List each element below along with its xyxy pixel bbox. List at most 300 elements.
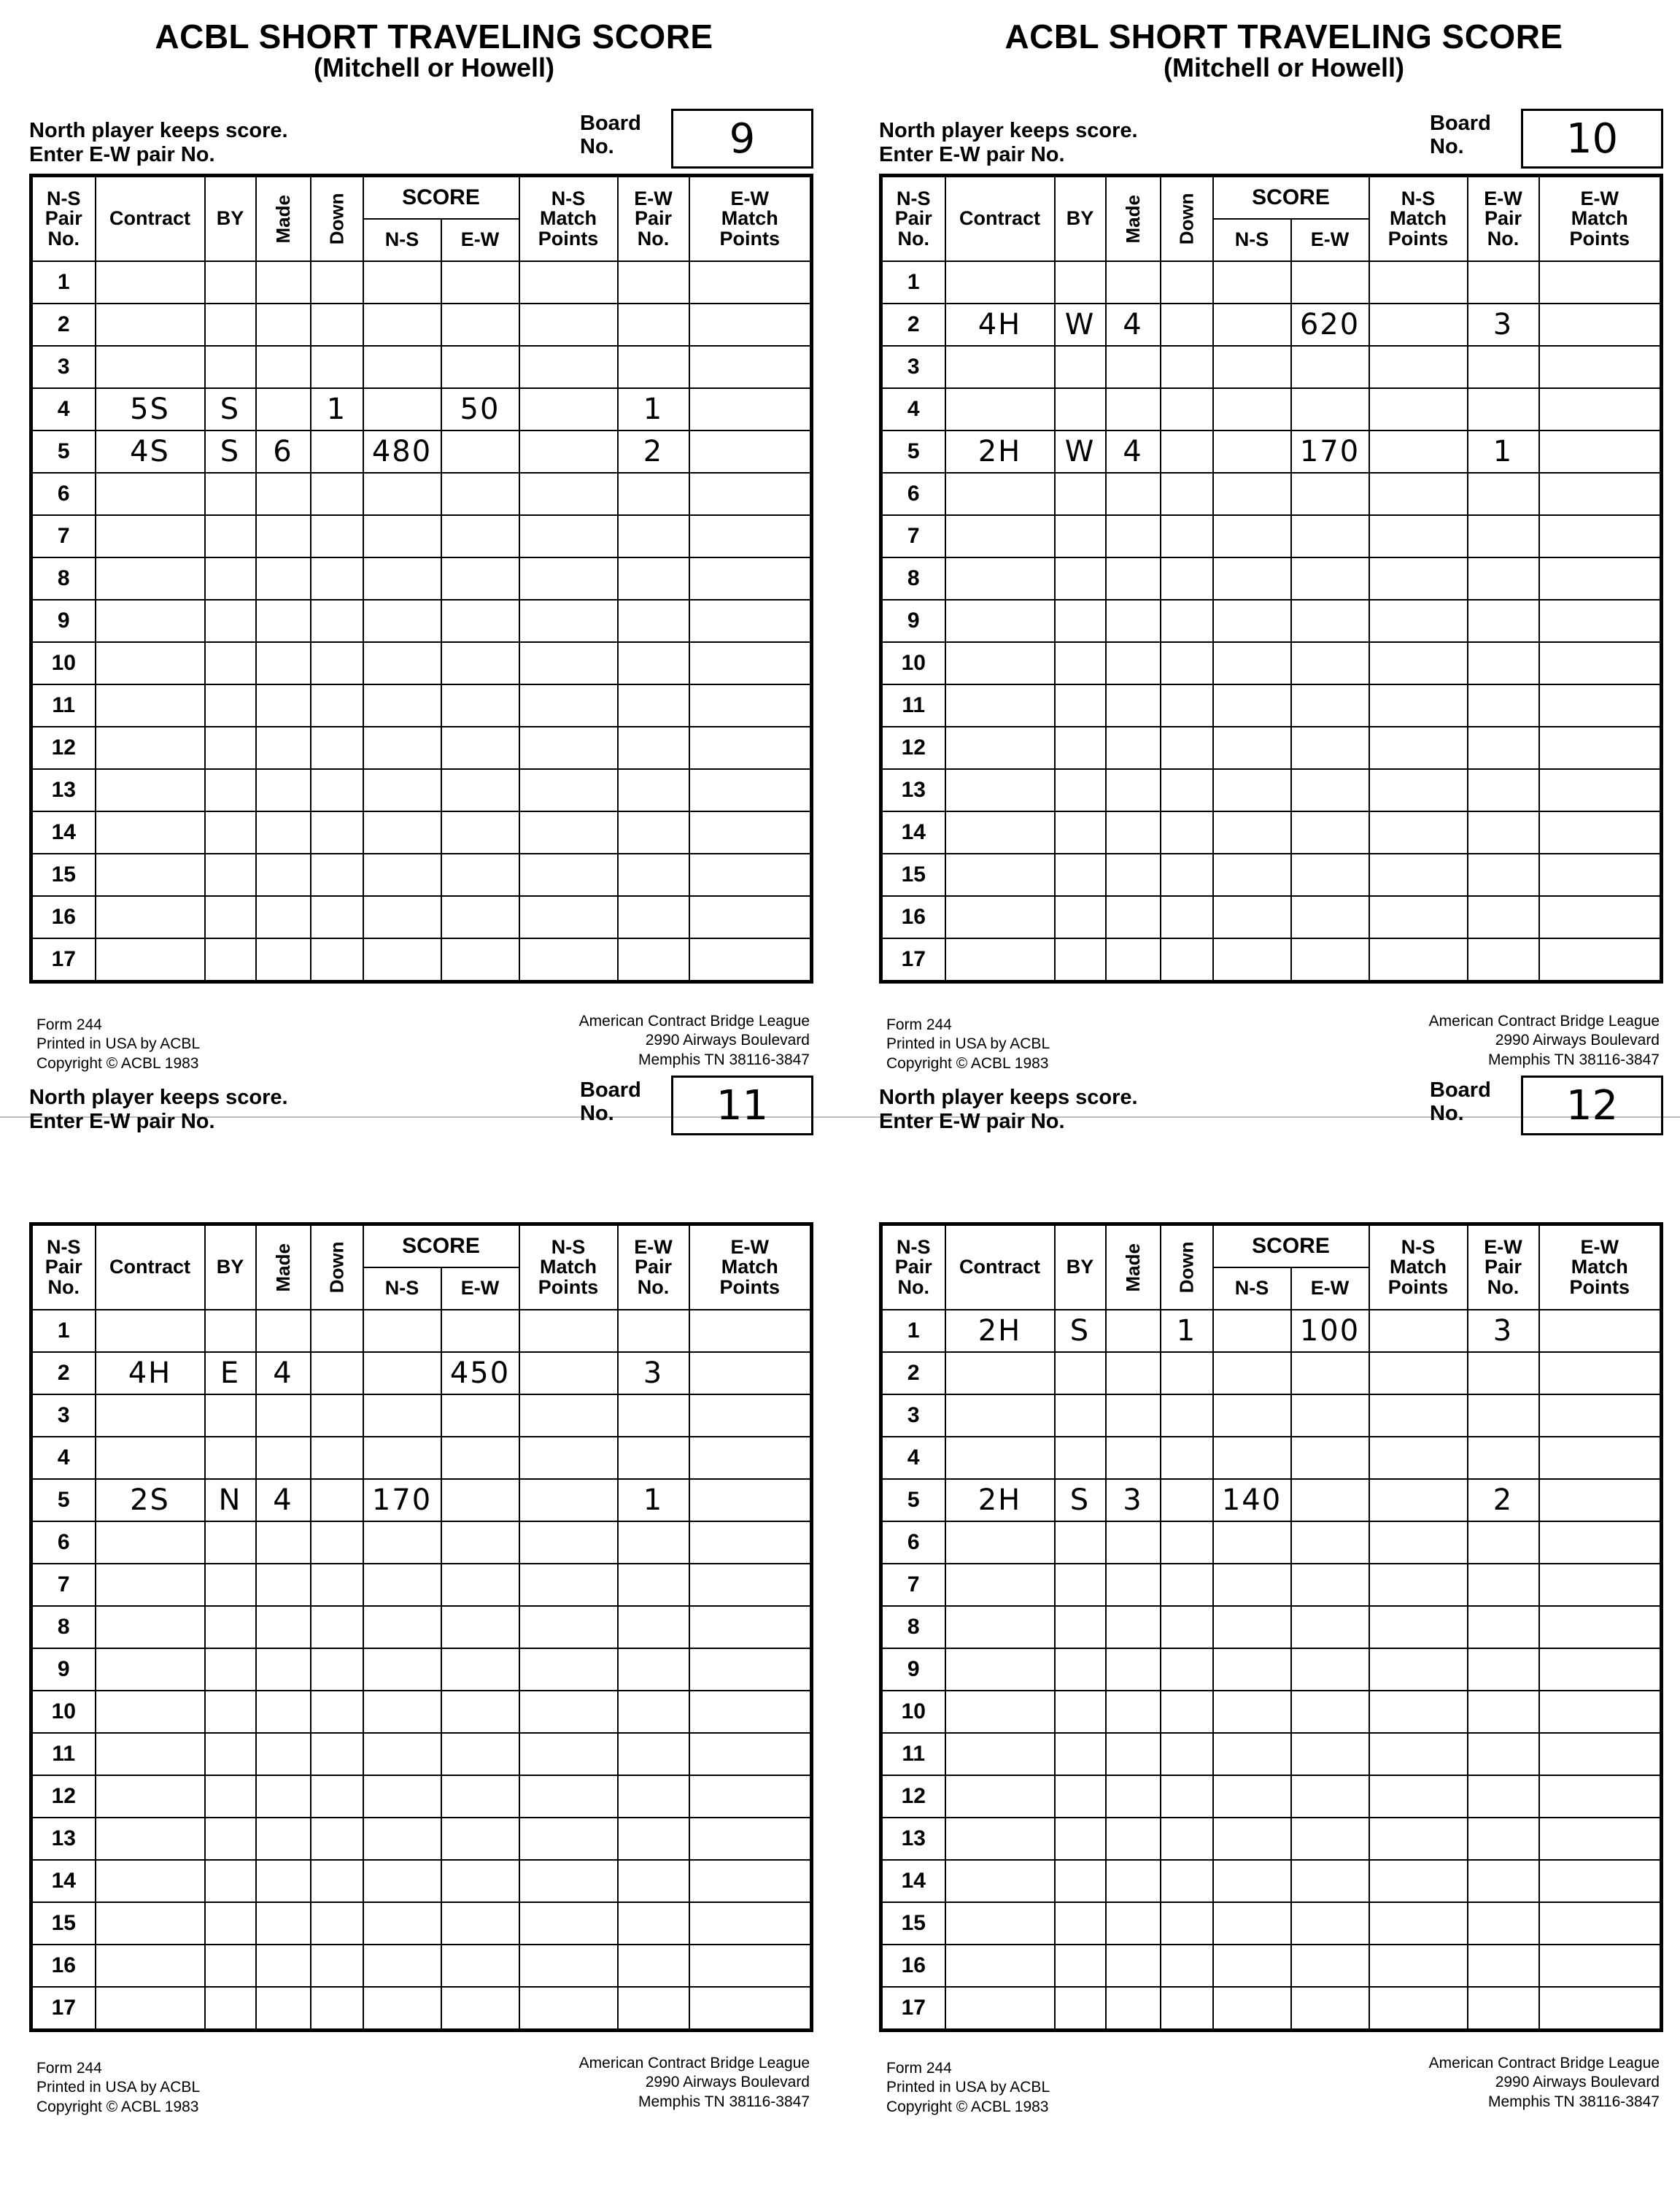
declarer-cell[interactable] — [1055, 769, 1106, 811]
ns-score-cell[interactable] — [363, 854, 441, 896]
ew-score-cell[interactable] — [1291, 684, 1369, 727]
ew-matchpoints-cell[interactable] — [1539, 557, 1662, 600]
tricks-made-cell[interactable] — [256, 1691, 311, 1733]
ns-matchpoints-cell[interactable] — [1369, 1394, 1468, 1437]
contract-cell[interactable] — [96, 938, 205, 982]
ns-matchpoints-cell[interactable] — [519, 261, 618, 304]
tricks-made-cell[interactable] — [256, 854, 311, 896]
ew-score-cell[interactable] — [1291, 473, 1369, 515]
ew-score-cell[interactable] — [441, 684, 519, 727]
ew-pair-cell[interactable]: 3 — [1468, 1310, 1539, 1352]
declarer-cell[interactable] — [205, 1987, 256, 2031]
ew-score-cell[interactable] — [1291, 1437, 1369, 1479]
declarer-cell[interactable] — [205, 1521, 256, 1564]
ns-score-cell[interactable] — [1213, 1987, 1291, 2031]
tricks-made-cell[interactable] — [1106, 854, 1161, 896]
ew-matchpoints-cell[interactable] — [689, 1437, 812, 1479]
contract-cell[interactable] — [945, 684, 1055, 727]
ns-matchpoints-cell[interactable] — [1369, 727, 1468, 769]
ns-matchpoints-cell[interactable] — [519, 1987, 618, 2031]
ew-matchpoints-cell[interactable] — [1539, 1394, 1662, 1437]
ew-score-cell[interactable] — [441, 304, 519, 346]
tricks-made-cell[interactable] — [256, 938, 311, 982]
tricks-down-cell[interactable] — [1161, 600, 1213, 642]
tricks-made-cell[interactable] — [1106, 600, 1161, 642]
contract-cell[interactable] — [945, 1394, 1055, 1437]
ns-score-cell[interactable] — [1213, 1394, 1291, 1437]
ew-score-cell[interactable] — [1291, 811, 1369, 854]
contract-cell[interactable] — [945, 1352, 1055, 1394]
tricks-made-cell[interactable] — [256, 684, 311, 727]
ns-matchpoints-cell[interactable] — [1369, 1733, 1468, 1775]
ew-matchpoints-cell[interactable] — [689, 1394, 812, 1437]
ew-pair-cell[interactable] — [1468, 1648, 1539, 1691]
declarer-cell[interactable] — [205, 304, 256, 346]
declarer-cell[interactable] — [1055, 1606, 1106, 1648]
ew-matchpoints-cell[interactable] — [689, 346, 812, 388]
ns-matchpoints-cell[interactable] — [519, 938, 618, 982]
ns-score-cell[interactable] — [1213, 1902, 1291, 1945]
ns-matchpoints-cell[interactable] — [519, 557, 618, 600]
declarer-cell[interactable] — [205, 1394, 256, 1437]
ew-pair-cell[interactable] — [618, 346, 689, 388]
ns-matchpoints-cell[interactable] — [1369, 600, 1468, 642]
declarer-cell[interactable] — [205, 1691, 256, 1733]
ew-matchpoints-cell[interactable] — [1539, 1606, 1662, 1648]
declarer-cell[interactable]: S — [1055, 1310, 1106, 1352]
ew-score-cell[interactable] — [1291, 515, 1369, 557]
ns-score-cell[interactable] — [1213, 600, 1291, 642]
ns-score-cell[interactable] — [363, 557, 441, 600]
declarer-cell[interactable] — [205, 515, 256, 557]
ns-matchpoints-cell[interactable] — [519, 600, 618, 642]
ns-score-cell[interactable] — [1213, 473, 1291, 515]
contract-cell[interactable] — [945, 600, 1055, 642]
ew-score-cell[interactable] — [1291, 1564, 1369, 1606]
ew-pair-cell[interactable] — [1468, 684, 1539, 727]
contract-cell[interactable] — [96, 304, 205, 346]
ew-matchpoints-cell[interactable] — [689, 642, 812, 684]
ew-pair-cell[interactable] — [1468, 557, 1539, 600]
declarer-cell[interactable] — [1055, 1902, 1106, 1945]
declarer-cell[interactable] — [205, 727, 256, 769]
tricks-down-cell[interactable] — [1161, 1352, 1213, 1394]
ew-score-cell[interactable] — [441, 473, 519, 515]
ew-score-cell[interactable] — [1291, 1945, 1369, 1987]
ew-score-cell[interactable] — [1291, 1733, 1369, 1775]
contract-cell[interactable] — [96, 1902, 205, 1945]
contract-cell[interactable] — [945, 557, 1055, 600]
ew-pair-cell[interactable] — [1468, 1606, 1539, 1648]
ns-matchpoints-cell[interactable] — [1369, 1987, 1468, 2031]
tricks-down-cell[interactable] — [311, 515, 363, 557]
tricks-down-cell[interactable] — [311, 896, 363, 938]
tricks-made-cell[interactable] — [256, 1310, 311, 1352]
ns-score-cell[interactable] — [1213, 557, 1291, 600]
tricks-made-cell[interactable] — [1106, 896, 1161, 938]
ns-score-cell[interactable] — [363, 515, 441, 557]
declarer-cell[interactable] — [1055, 854, 1106, 896]
ns-score-cell[interactable] — [1213, 346, 1291, 388]
contract-cell[interactable] — [96, 1310, 205, 1352]
ew-matchpoints-cell[interactable] — [1539, 896, 1662, 938]
tricks-down-cell[interactable] — [311, 557, 363, 600]
tricks-made-cell[interactable] — [1106, 515, 1161, 557]
tricks-made-cell[interactable] — [1106, 346, 1161, 388]
ew-score-cell[interactable] — [1291, 557, 1369, 600]
ew-pair-cell[interactable] — [618, 1902, 689, 1945]
declarer-cell[interactable] — [205, 1606, 256, 1648]
tricks-down-cell[interactable] — [311, 1437, 363, 1479]
tricks-down-cell[interactable] — [311, 473, 363, 515]
ns-score-cell[interactable] — [1213, 388, 1291, 430]
declarer-cell[interactable] — [1055, 1521, 1106, 1564]
ns-matchpoints-cell[interactable] — [519, 1606, 618, 1648]
ew-pair-cell[interactable] — [1468, 1733, 1539, 1775]
tricks-down-cell[interactable] — [1161, 515, 1213, 557]
ns-matchpoints-cell[interactable] — [1369, 473, 1468, 515]
ns-score-cell[interactable]: 170 — [363, 1479, 441, 1521]
ew-pair-cell[interactable] — [1468, 1691, 1539, 1733]
ns-score-cell[interactable] — [1213, 1521, 1291, 1564]
ew-matchpoints-cell[interactable] — [1539, 854, 1662, 896]
ew-score-cell[interactable] — [1291, 1860, 1369, 1902]
ew-matchpoints-cell[interactable] — [689, 684, 812, 727]
declarer-cell[interactable] — [1055, 896, 1106, 938]
ew-pair-cell[interactable] — [618, 642, 689, 684]
ew-matchpoints-cell[interactable] — [1539, 1479, 1662, 1521]
contract-cell[interactable] — [945, 1437, 1055, 1479]
contract-cell[interactable] — [945, 642, 1055, 684]
ns-matchpoints-cell[interactable] — [519, 1691, 618, 1733]
ns-score-cell[interactable]: 140 — [1213, 1479, 1291, 1521]
tricks-down-cell[interactable] — [311, 1775, 363, 1818]
contract-cell[interactable] — [945, 1564, 1055, 1606]
declarer-cell[interactable] — [205, 346, 256, 388]
declarer-cell[interactable] — [1055, 557, 1106, 600]
ew-matchpoints-cell[interactable] — [1539, 515, 1662, 557]
tricks-down-cell[interactable] — [1161, 896, 1213, 938]
tricks-made-cell[interactable]: 4 — [256, 1479, 311, 1521]
declarer-cell[interactable] — [205, 1648, 256, 1691]
contract-cell[interactable] — [96, 1818, 205, 1860]
ew-pair-cell[interactable]: 3 — [618, 1352, 689, 1394]
tricks-down-cell[interactable] — [1161, 642, 1213, 684]
ns-score-cell[interactable]: 480 — [363, 430, 441, 473]
ns-score-cell[interactable] — [363, 304, 441, 346]
tricks-made-cell[interactable] — [256, 515, 311, 557]
contract-cell[interactable]: 2H — [945, 1310, 1055, 1352]
tricks-made-cell[interactable] — [256, 261, 311, 304]
declarer-cell[interactable] — [1055, 1733, 1106, 1775]
contract-cell[interactable] — [96, 1394, 205, 1437]
ew-score-cell[interactable] — [441, 938, 519, 982]
contract-cell[interactable] — [945, 769, 1055, 811]
ns-score-cell[interactable] — [1213, 1691, 1291, 1733]
ew-pair-cell[interactable] — [1468, 896, 1539, 938]
ew-pair-cell[interactable] — [1468, 1352, 1539, 1394]
tricks-down-cell[interactable] — [311, 1648, 363, 1691]
tricks-made-cell[interactable] — [256, 1606, 311, 1648]
declarer-cell[interactable] — [1055, 642, 1106, 684]
tricks-down-cell[interactable] — [311, 1394, 363, 1437]
ns-matchpoints-cell[interactable] — [519, 1564, 618, 1606]
ew-matchpoints-cell[interactable] — [1539, 261, 1662, 304]
ew-pair-cell[interactable] — [618, 1860, 689, 1902]
tricks-down-cell[interactable] — [1161, 1606, 1213, 1648]
tricks-down-cell[interactable] — [1161, 1394, 1213, 1437]
ew-matchpoints-cell[interactable] — [1539, 1902, 1662, 1945]
tricks-made-cell[interactable] — [256, 896, 311, 938]
ew-pair-cell[interactable] — [1468, 1394, 1539, 1437]
declarer-cell[interactable] — [1055, 1437, 1106, 1479]
contract-cell[interactable]: 5S — [96, 388, 205, 430]
ew-score-cell[interactable]: 100 — [1291, 1310, 1369, 1352]
ew-matchpoints-cell[interactable] — [1539, 1733, 1662, 1775]
ns-matchpoints-cell[interactable] — [519, 430, 618, 473]
ew-pair-cell[interactable] — [1468, 811, 1539, 854]
ew-matchpoints-cell[interactable] — [689, 430, 812, 473]
ns-matchpoints-cell[interactable] — [519, 1521, 618, 1564]
tricks-made-cell[interactable] — [256, 1945, 311, 1987]
ew-score-cell[interactable]: 50 — [441, 388, 519, 430]
ns-matchpoints-cell[interactable] — [1369, 896, 1468, 938]
contract-cell[interactable] — [96, 1987, 205, 2031]
contract-cell[interactable] — [945, 1818, 1055, 1860]
contract-cell[interactable] — [96, 642, 205, 684]
tricks-down-cell[interactable] — [1161, 769, 1213, 811]
ew-pair-cell[interactable]: 1 — [618, 388, 689, 430]
ew-pair-cell[interactable] — [618, 1394, 689, 1437]
ns-score-cell[interactable] — [363, 600, 441, 642]
ns-matchpoints-cell[interactable] — [519, 811, 618, 854]
declarer-cell[interactable] — [205, 1902, 256, 1945]
ew-score-cell[interactable] — [1291, 346, 1369, 388]
tricks-down-cell[interactable] — [311, 854, 363, 896]
ns-matchpoints-cell[interactable] — [519, 1648, 618, 1691]
contract-cell[interactable]: 2S — [96, 1479, 205, 1521]
tricks-made-cell[interactable] — [1106, 1902, 1161, 1945]
tricks-made-cell[interactable] — [1106, 1775, 1161, 1818]
ns-score-cell[interactable] — [1213, 1564, 1291, 1606]
ew-matchpoints-cell[interactable] — [689, 388, 812, 430]
ns-matchpoints-cell[interactable] — [519, 1733, 618, 1775]
ns-score-cell[interactable] — [1213, 642, 1291, 684]
ew-matchpoints-cell[interactable] — [689, 1310, 812, 1352]
ns-matchpoints-cell[interactable] — [1369, 304, 1468, 346]
ns-matchpoints-cell[interactable] — [1369, 811, 1468, 854]
ew-score-cell[interactable] — [441, 1860, 519, 1902]
contract-cell[interactable] — [96, 261, 205, 304]
declarer-cell[interactable] — [1055, 1564, 1106, 1606]
declarer-cell[interactable] — [205, 1733, 256, 1775]
tricks-down-cell[interactable] — [1161, 1437, 1213, 1479]
ew-matchpoints-cell[interactable] — [1539, 1860, 1662, 1902]
contract-cell[interactable] — [945, 1521, 1055, 1564]
ns-score-cell[interactable] — [1213, 727, 1291, 769]
tricks-down-cell[interactable] — [1161, 1733, 1213, 1775]
ns-score-cell[interactable] — [1213, 515, 1291, 557]
ew-matchpoints-cell[interactable] — [1539, 346, 1662, 388]
ew-score-cell[interactable] — [1291, 1606, 1369, 1648]
ew-score-cell[interactable] — [441, 430, 519, 473]
ew-matchpoints-cell[interactable] — [1539, 1691, 1662, 1733]
tricks-down-cell[interactable] — [1161, 727, 1213, 769]
contract-cell[interactable]: 4H — [945, 304, 1055, 346]
tricks-made-cell[interactable] — [256, 1733, 311, 1775]
contract-cell[interactable] — [945, 1902, 1055, 1945]
tricks-down-cell[interactable]: 1 — [311, 388, 363, 430]
ew-score-cell[interactable] — [441, 811, 519, 854]
tricks-down-cell[interactable] — [311, 1945, 363, 1987]
ns-score-cell[interactable] — [363, 938, 441, 982]
tricks-made-cell[interactable] — [256, 1775, 311, 1818]
ew-pair-cell[interactable] — [618, 1648, 689, 1691]
ns-matchpoints-cell[interactable] — [1369, 1691, 1468, 1733]
ew-pair-cell[interactable] — [618, 261, 689, 304]
tricks-made-cell[interactable]: 4 — [256, 1352, 311, 1394]
ns-score-cell[interactable] — [363, 1521, 441, 1564]
ns-matchpoints-cell[interactable] — [519, 1394, 618, 1437]
tricks-made-cell[interactable] — [256, 1437, 311, 1479]
ew-score-cell[interactable] — [441, 1987, 519, 2031]
contract-cell[interactable] — [945, 261, 1055, 304]
ew-pair-cell[interactable] — [1468, 1945, 1539, 1987]
declarer-cell[interactable] — [1055, 1691, 1106, 1733]
ew-matchpoints-cell[interactable] — [1539, 642, 1662, 684]
contract-cell[interactable] — [945, 1860, 1055, 1902]
ns-score-cell[interactable] — [363, 1860, 441, 1902]
ns-score-cell[interactable] — [1213, 1733, 1291, 1775]
contract-cell[interactable] — [96, 515, 205, 557]
tricks-down-cell[interactable] — [311, 600, 363, 642]
ew-pair-cell[interactable] — [1468, 1860, 1539, 1902]
declarer-cell[interactable] — [205, 896, 256, 938]
ns-score-cell[interactable] — [363, 811, 441, 854]
ns-score-cell[interactable] — [1213, 684, 1291, 727]
ns-matchpoints-cell[interactable] — [519, 854, 618, 896]
declarer-cell[interactable] — [205, 557, 256, 600]
declarer-cell[interactable] — [1055, 1860, 1106, 1902]
ns-score-cell[interactable] — [363, 1352, 441, 1394]
declarer-cell[interactable]: N — [205, 1479, 256, 1521]
ew-pair-cell[interactable] — [618, 1521, 689, 1564]
ns-matchpoints-cell[interactable] — [1369, 642, 1468, 684]
declarer-cell[interactable] — [205, 1564, 256, 1606]
ew-score-cell[interactable] — [441, 1818, 519, 1860]
ew-matchpoints-cell[interactable] — [1539, 1564, 1662, 1606]
ns-score-cell[interactable] — [363, 1987, 441, 2031]
declarer-cell[interactable] — [205, 600, 256, 642]
declarer-cell[interactable] — [1055, 515, 1106, 557]
contract-cell[interactable] — [96, 1775, 205, 1818]
ew-matchpoints-cell[interactable] — [1539, 769, 1662, 811]
ew-matchpoints-cell[interactable] — [689, 515, 812, 557]
tricks-made-cell[interactable] — [1106, 938, 1161, 982]
ew-score-cell[interactable] — [1291, 1691, 1369, 1733]
board-number-field[interactable]: 9 — [671, 109, 813, 169]
ew-pair-cell[interactable] — [1468, 642, 1539, 684]
tricks-made-cell[interactable] — [256, 1860, 311, 1902]
tricks-down-cell[interactable] — [311, 1564, 363, 1606]
tricks-down-cell[interactable] — [1161, 1818, 1213, 1860]
ew-score-cell[interactable] — [1291, 1648, 1369, 1691]
ew-score-cell[interactable] — [441, 1775, 519, 1818]
ew-pair-cell[interactable] — [618, 896, 689, 938]
tricks-down-cell[interactable] — [1161, 1479, 1213, 1521]
ew-score-cell[interactable] — [1291, 1352, 1369, 1394]
ew-pair-cell[interactable] — [1468, 346, 1539, 388]
tricks-down-cell[interactable] — [311, 430, 363, 473]
ew-pair-cell[interactable] — [618, 1733, 689, 1775]
tricks-down-cell[interactable] — [1161, 684, 1213, 727]
tricks-made-cell[interactable] — [256, 1394, 311, 1437]
tricks-down-cell[interactable] — [1161, 1860, 1213, 1902]
ew-matchpoints-cell[interactable] — [689, 1775, 812, 1818]
contract-cell[interactable]: 2H — [945, 1479, 1055, 1521]
declarer-cell[interactable] — [1055, 1775, 1106, 1818]
tricks-down-cell[interactable] — [1161, 388, 1213, 430]
ns-matchpoints-cell[interactable] — [519, 304, 618, 346]
ew-pair-cell[interactable] — [1468, 1775, 1539, 1818]
contract-cell[interactable] — [96, 1564, 205, 1606]
ew-pair-cell[interactable] — [618, 515, 689, 557]
declarer-cell[interactable] — [205, 1437, 256, 1479]
declarer-cell[interactable]: S — [205, 430, 256, 473]
declarer-cell[interactable] — [205, 473, 256, 515]
tricks-down-cell[interactable] — [311, 1987, 363, 2031]
tricks-down-cell[interactable] — [311, 1310, 363, 1352]
ew-matchpoints-cell[interactable] — [689, 1987, 812, 2031]
contract-cell[interactable] — [96, 896, 205, 938]
contract-cell[interactable] — [96, 769, 205, 811]
tricks-made-cell[interactable] — [256, 1564, 311, 1606]
ew-pair-cell[interactable] — [1468, 938, 1539, 982]
contract-cell[interactable] — [945, 1775, 1055, 1818]
contract-cell[interactable]: 2H — [945, 430, 1055, 473]
declarer-cell[interactable] — [205, 642, 256, 684]
ew-pair-cell[interactable] — [1468, 1902, 1539, 1945]
tricks-made-cell[interactable] — [256, 346, 311, 388]
contract-cell[interactable] — [945, 1648, 1055, 1691]
ns-score-cell[interactable] — [1213, 938, 1291, 982]
contract-cell[interactable] — [945, 938, 1055, 982]
tricks-down-cell[interactable] — [1161, 1648, 1213, 1691]
ns-matchpoints-cell[interactable] — [1369, 1564, 1468, 1606]
contract-cell[interactable] — [96, 600, 205, 642]
tricks-made-cell[interactable] — [1106, 769, 1161, 811]
ew-score-cell[interactable] — [441, 1394, 519, 1437]
contract-cell[interactable] — [96, 1733, 205, 1775]
declarer-cell[interactable]: W — [1055, 430, 1106, 473]
ew-score-cell[interactable] — [441, 1564, 519, 1606]
contract-cell[interactable] — [96, 1606, 205, 1648]
declarer-cell[interactable] — [1055, 1987, 1106, 2031]
tricks-made-cell[interactable] — [256, 642, 311, 684]
tricks-down-cell[interactable] — [1161, 473, 1213, 515]
ns-score-cell[interactable] — [1213, 304, 1291, 346]
declarer-cell[interactable]: S — [1055, 1479, 1106, 1521]
declarer-cell[interactable]: S — [205, 388, 256, 430]
declarer-cell[interactable] — [1055, 811, 1106, 854]
tricks-down-cell[interactable] — [311, 1479, 363, 1521]
ew-pair-cell[interactable]: 2 — [1468, 1479, 1539, 1521]
ns-score-cell[interactable] — [363, 642, 441, 684]
declarer-cell[interactable] — [205, 1775, 256, 1818]
contract-cell[interactable] — [96, 811, 205, 854]
ew-matchpoints-cell[interactable] — [1539, 1437, 1662, 1479]
ew-matchpoints-cell[interactable] — [689, 1860, 812, 1902]
